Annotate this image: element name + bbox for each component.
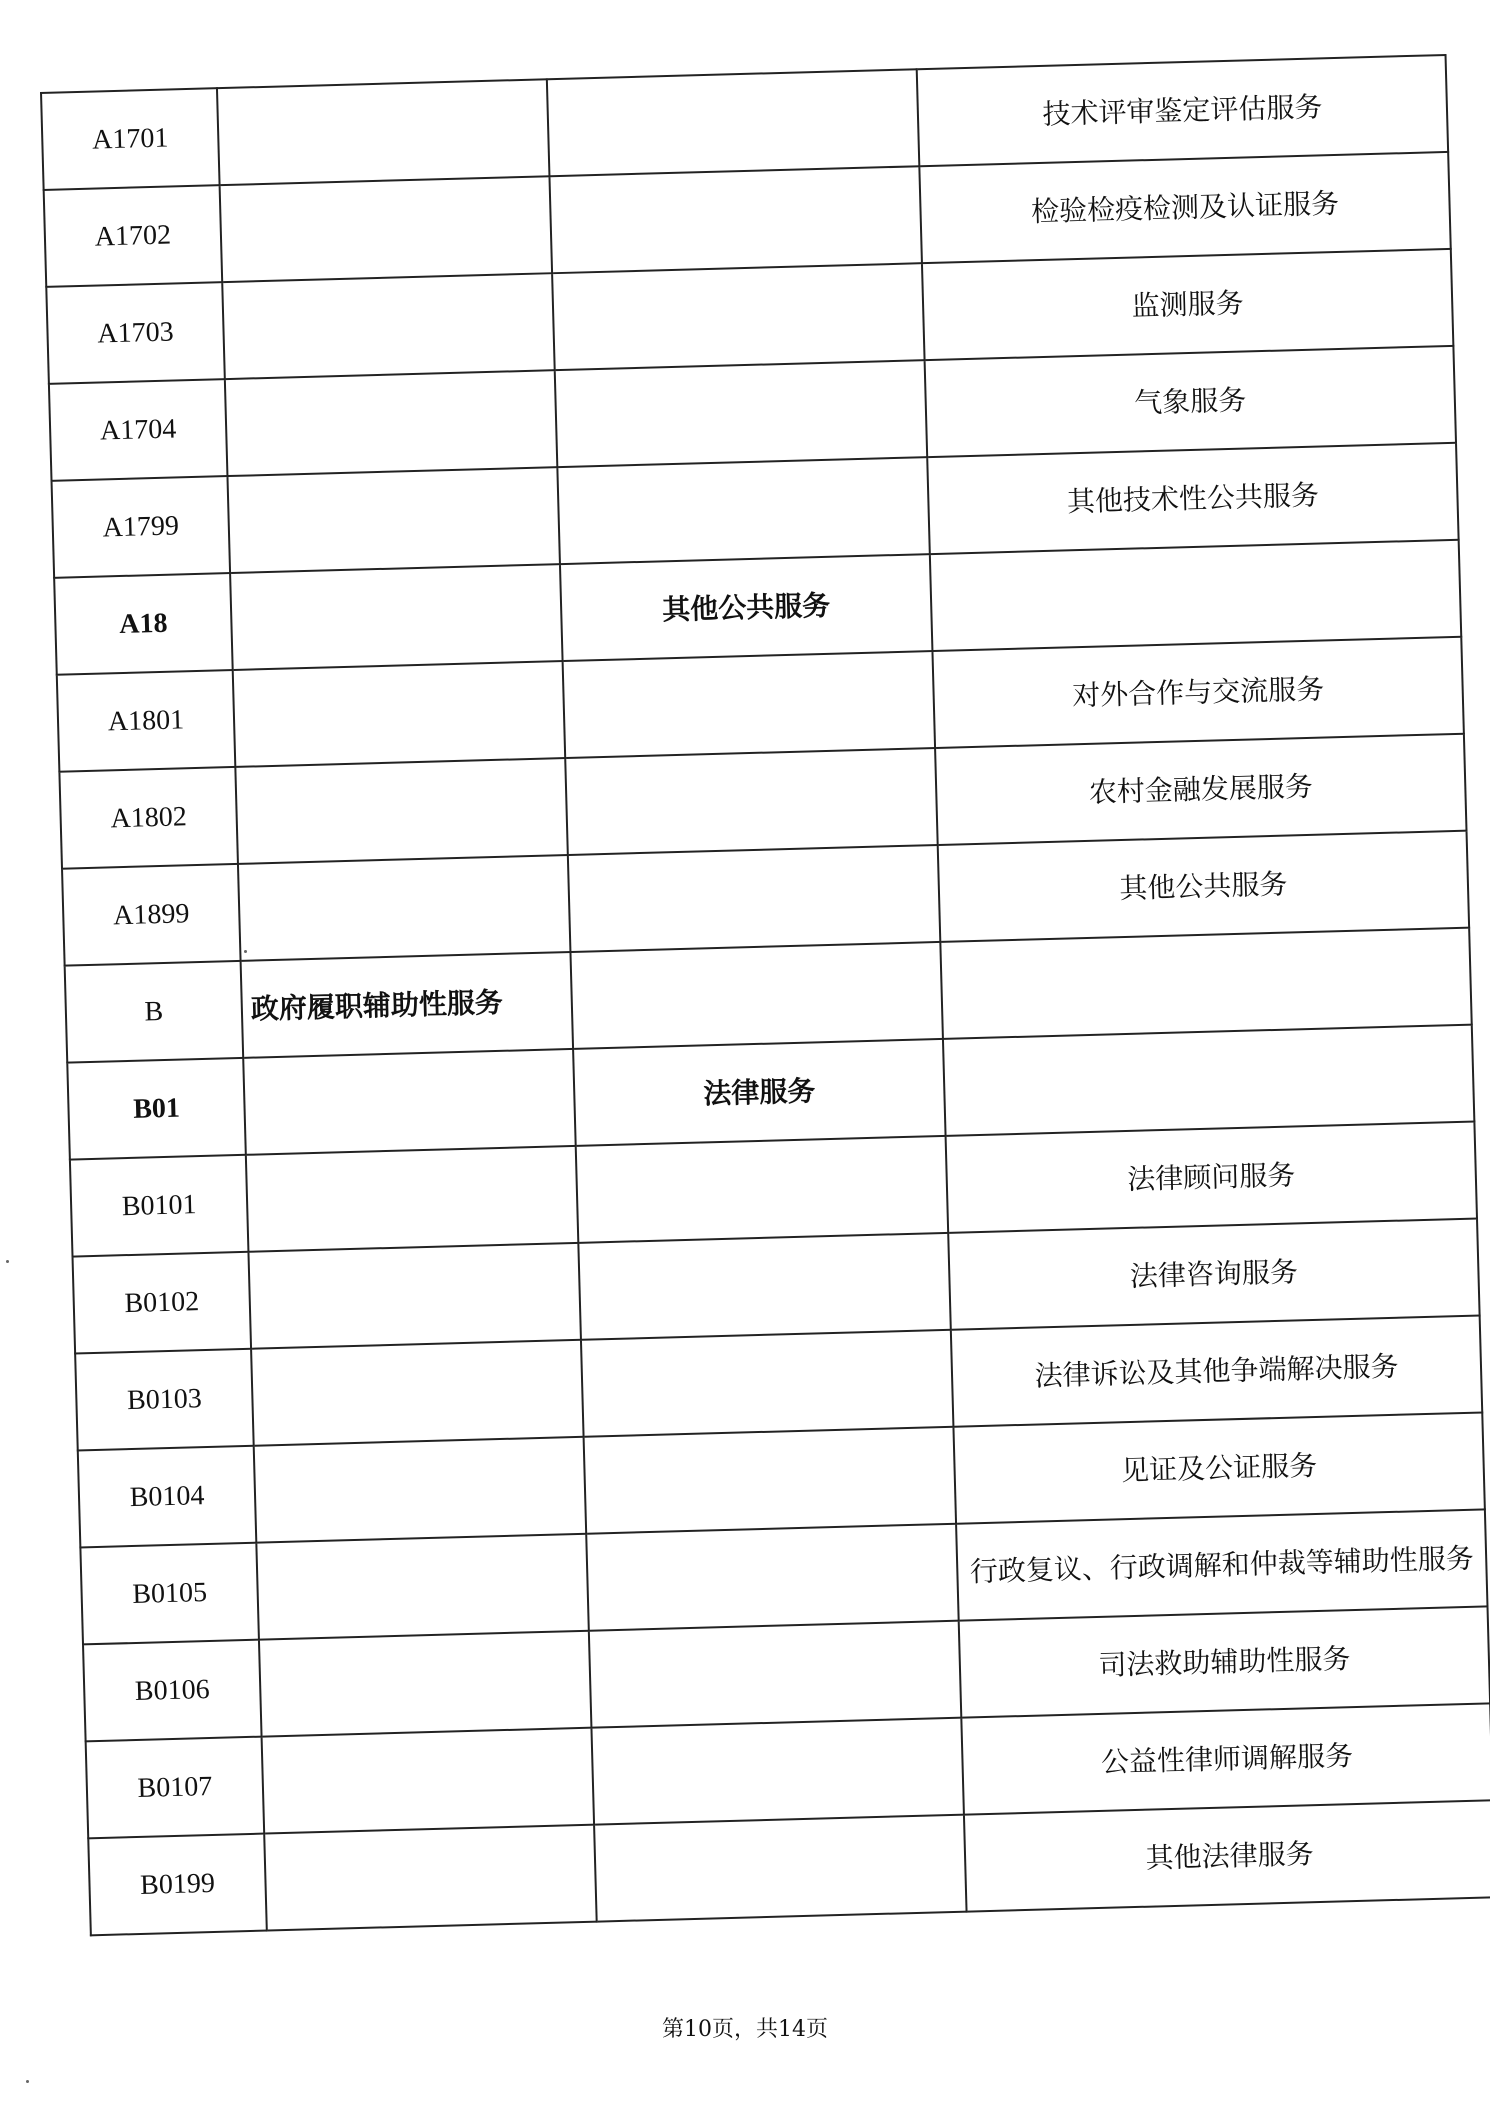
level3-cell: 行政复议、行政调解和仲裁等辅助性服务 (956, 1509, 1487, 1620)
level1-cell (230, 564, 563, 670)
level2-cell (578, 1233, 950, 1340)
level2-cell (594, 1815, 966, 1922)
code-cell: A1701 (41, 88, 220, 190)
code-cell: A1899 (62, 864, 241, 966)
code-cell: A1702 (44, 185, 223, 287)
level3-cell: 对外合作与交流服务 (932, 637, 1463, 748)
level3-cell: 其他技术性公共服务 (927, 443, 1458, 554)
level1-cell (264, 1825, 597, 1931)
level3-cell: 技术评审鉴定评估服务 (917, 55, 1448, 166)
level3-cell: 法律咨询服务 (948, 1219, 1479, 1330)
level1-cell (246, 1146, 579, 1252)
level1-cell (243, 1049, 576, 1155)
level3-cell: 监测服务 (922, 249, 1453, 360)
level2-cell: 其他公共服务 (560, 554, 932, 661)
code-cell: B0104 (78, 1446, 257, 1548)
code-cell: A1703 (46, 282, 225, 384)
level2-cell (586, 1524, 958, 1631)
level1-cell (220, 176, 553, 282)
level2-cell (555, 360, 927, 467)
level1-cell (256, 1534, 589, 1640)
service-catalog-table (40, 54, 1490, 1936)
level1-cell (259, 1631, 592, 1737)
level1-cell (217, 79, 550, 185)
code-cell: B (65, 961, 244, 1063)
code-cell: B0106 (83, 1640, 262, 1742)
level1-cell (248, 1243, 581, 1349)
level3-cell: 法律顾问服务 (946, 1122, 1477, 1233)
level1-cell (262, 1728, 595, 1834)
code-cell: A1801 (57, 670, 236, 772)
code-cell: B0107 (86, 1737, 265, 1839)
level3-cell: 公益性律师调解服务 (961, 1703, 1490, 1814)
code-cell: B0101 (70, 1155, 249, 1257)
level1-cell (227, 467, 560, 573)
level2-cell (552, 263, 924, 370)
code-cell: B0199 (88, 1834, 267, 1936)
code-cell: A18 (54, 573, 233, 675)
scan-speck (244, 950, 247, 953)
level1-cell: 政府履职辅助性服务 (241, 952, 574, 1058)
level2-cell (581, 1330, 953, 1437)
level2-cell (589, 1621, 961, 1728)
scan-speck (26, 2080, 29, 2083)
level2-cell (563, 651, 935, 758)
code-cell: B0103 (75, 1349, 254, 1451)
level2-cell: 法律服务 (573, 1039, 945, 1146)
level1-cell (235, 758, 568, 864)
level3-cell (940, 928, 1471, 1039)
level3-cell: 气象服务 (925, 346, 1456, 457)
level1-cell (222, 273, 555, 379)
level3-cell: 司法救助辅助性服务 (959, 1606, 1490, 1717)
level1-cell (238, 855, 571, 961)
level2-cell (565, 748, 937, 855)
level2-cell (576, 1136, 948, 1243)
level2-cell (568, 845, 940, 952)
catalog-table-wrapper (40, 54, 1490, 1936)
level3-cell (930, 540, 1461, 651)
scan-speck (6, 1260, 9, 1263)
level3-cell: 其他法律服务 (964, 1800, 1490, 1911)
level3-cell: 其他公共服务 (938, 831, 1469, 942)
code-cell: B0102 (73, 1252, 252, 1354)
code-cell: A1799 (52, 476, 231, 578)
page-number-footer: 第10页，共14页 (662, 2017, 828, 2042)
level3-cell: 法律诉讼及其他争端解决服务 (951, 1316, 1482, 1427)
level3-cell: 见证及公证服务 (953, 1412, 1484, 1523)
level2-cell (549, 166, 921, 273)
code-cell: A1802 (59, 767, 238, 869)
level2-cell (557, 457, 929, 564)
level2-cell (547, 69, 919, 176)
code-cell: B01 (67, 1058, 246, 1160)
level1-cell (225, 370, 558, 476)
level2-cell (570, 942, 942, 1049)
code-cell: B0105 (80, 1543, 259, 1645)
level3-cell: 检验检疫检测及认证服务 (919, 152, 1450, 263)
level3-cell: 农村金融发展服务 (935, 734, 1466, 845)
level2-cell (584, 1427, 956, 1534)
level1-cell (251, 1340, 584, 1446)
level1-cell (233, 661, 566, 767)
level1-cell (254, 1437, 587, 1543)
level3-cell (943, 1025, 1474, 1136)
code-cell: A1704 (49, 379, 228, 481)
level2-cell (591, 1718, 963, 1825)
table-body (41, 55, 1490, 1935)
